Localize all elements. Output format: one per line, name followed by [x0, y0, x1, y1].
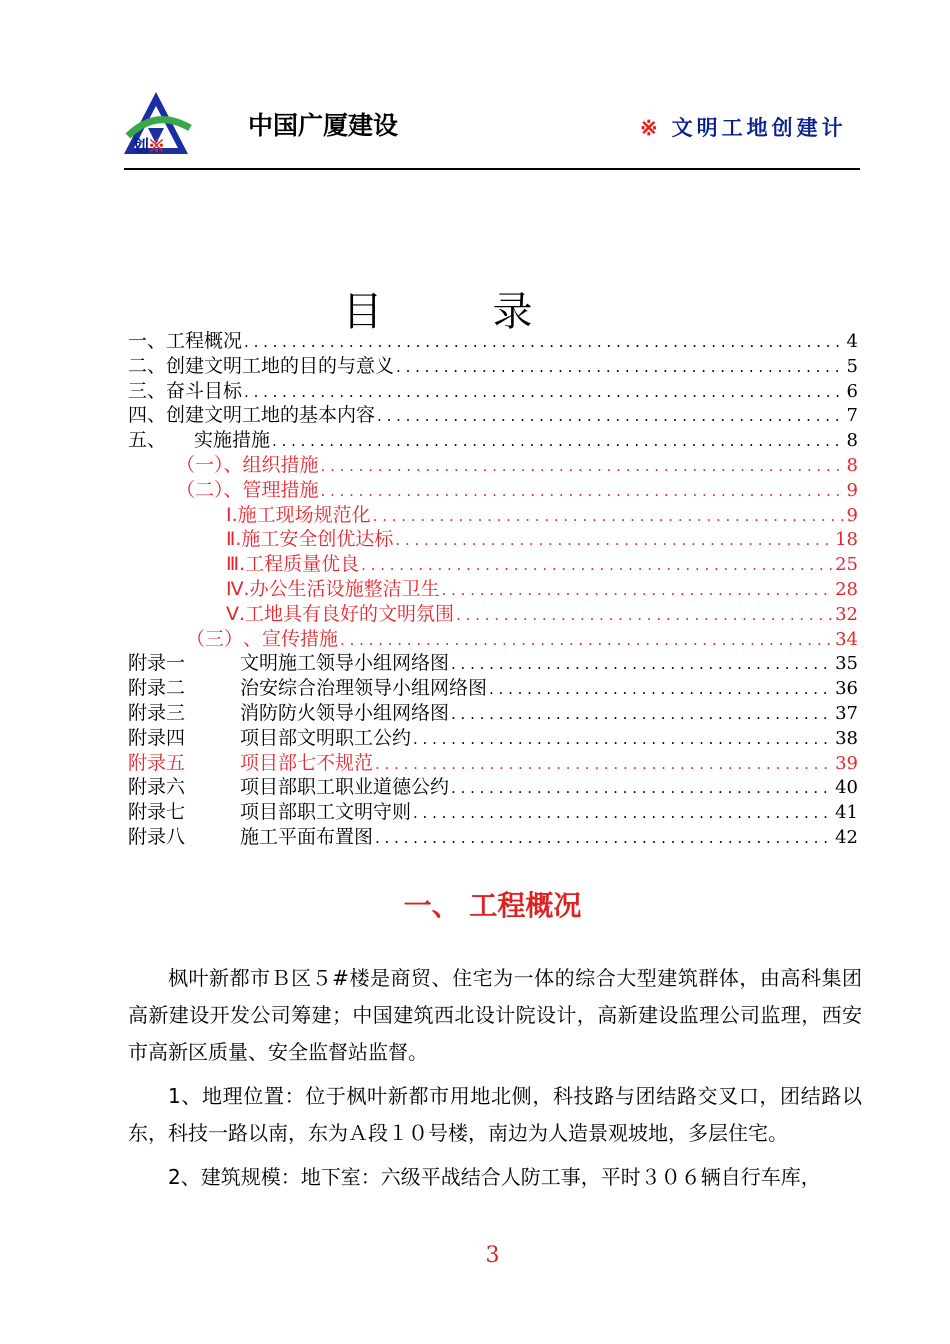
toc-entry-label: 工程质量优良 [245, 553, 360, 576]
toc-entry-label: 、宣传措施 [243, 627, 339, 650]
toc-entry-number: Ⅲ. [226, 553, 246, 576]
toc-entry-number: （二）、 [176, 478, 243, 501]
toc-entry-number: （一）、 [176, 453, 243, 476]
toc-entry-page: 25 [835, 554, 858, 576]
body-paragraph: 1、地理位置：位于枫叶新都市用地北侧，科技路与团结路交叉口，团结路以东，科技一路以南，东为Ａ段１０号楼，南边为人造景观坡地，多层住宅。 [128, 1084, 862, 1145]
toc-entry-label: 项目部职工职业道德公约 [240, 776, 450, 799]
toc-entry-number: 二、 [128, 354, 167, 377]
toc-leader [377, 407, 845, 425]
toc-entry-2[interactable] [128, 351, 858, 376]
toc-entry-5-1[interactable] [128, 450, 858, 475]
toc-entry-5-2-5[interactable] [128, 599, 858, 624]
toc-entry-label: 项目部职工文明守则 [240, 801, 412, 824]
toc-entry-label: 施工平面布置图 [240, 825, 374, 848]
toc-leader [413, 730, 833, 748]
toc-appendix-2[interactable] [128, 673, 858, 698]
toc-entry-page: 5 [846, 355, 858, 377]
page-number: 3 [485, 1243, 500, 1268]
toc-entry-5[interactable] [128, 425, 858, 450]
toc-entry-number: 一、 [128, 330, 167, 352]
toc-appendix-1[interactable] [128, 648, 858, 673]
header-divider [124, 168, 860, 170]
toc-appendix-8[interactable] [128, 822, 858, 847]
toc-entry-label: 治安综合治理领导小组网络图 [240, 677, 488, 700]
toc-leader [395, 531, 833, 549]
logo-caption-mark: ※ [148, 137, 164, 157]
toc-entry-number: 附录四 [128, 726, 186, 749]
toc-entry-page: 32 [835, 603, 858, 625]
toc-entry-page: 38 [835, 727, 858, 749]
toc-entry-number: 附录五 [128, 751, 186, 774]
toc-entry-label: 项目部文明职工公约 [240, 726, 412, 749]
toc-entry-5-2-3[interactable] [128, 549, 858, 574]
toc-entry-page: 40 [835, 777, 858, 799]
toc-leader [321, 482, 845, 500]
toc-entry-number: Ⅰ. [226, 503, 238, 526]
toc-entry-page: 8 [846, 430, 858, 452]
toc-entry-number: 附录三 [128, 701, 186, 724]
toc-entry-page: 41 [835, 802, 858, 824]
slogan-mark: ※ [640, 115, 662, 140]
toc-entry-5-2[interactable] [128, 475, 858, 500]
toc-entry-page: 6 [846, 380, 858, 402]
toc-entry-label: 消防防火领导小组网络图 [240, 701, 450, 724]
toc-leader [375, 829, 833, 847]
toc-leader [375, 755, 833, 773]
toc-entry-page: 42 [835, 826, 858, 848]
toc-leader [244, 333, 845, 351]
toc-entry-page: 35 [835, 653, 858, 675]
toc-leader [272, 432, 845, 450]
toc-appendix-7[interactable] [128, 797, 858, 822]
toc-entry-number: 附录八 [128, 825, 186, 848]
toc-entry-page: 7 [846, 405, 858, 427]
toc-entry-3[interactable] [128, 376, 858, 401]
toc-entry-label: 创建文明工地的目的与意义 [166, 354, 395, 377]
toc-entry-number: （三） [186, 627, 244, 650]
toc-entry-page: 18 [835, 529, 858, 551]
company-name: 中国广厦建设 [248, 111, 399, 140]
toc-entry-page: 39 [835, 752, 858, 774]
toc-leader [489, 680, 833, 698]
logo-caption-text: 划 [132, 137, 148, 157]
section-body [128, 960, 862, 1203]
toc-entry-page: 28 [835, 578, 858, 600]
toc-leader [442, 581, 834, 599]
toc-entry-page: 4 [846, 331, 858, 352]
toc-entry-label: 奋斗目标 [166, 379, 243, 402]
toc-title: 目录 [342, 289, 643, 335]
toc-entry-number: Ⅱ. [226, 528, 242, 551]
toc-entry-page: 36 [835, 678, 858, 700]
toc-entry-number: 四、 [128, 404, 167, 427]
toc-entry-label: 施工现场规范化 [237, 503, 371, 526]
toc-appendix-3[interactable] [128, 698, 858, 723]
toc-entry-label: 办公生活设施整洁卫生 [249, 577, 440, 600]
header-slogan [640, 112, 847, 142]
toc-entry-page: 9 [846, 504, 858, 526]
toc-entry-label: 组织措施 [242, 453, 319, 476]
toc-entry-label: 工地具有良好的文明氛围 [245, 602, 455, 625]
toc-leader [373, 507, 845, 525]
toc-entry-number: 附录六 [128, 776, 186, 799]
toc-entry-number: 附录七 [128, 801, 186, 824]
slogan-text: 文明工地创建计 [671, 115, 847, 140]
toc-entry-number: 附录一 [128, 652, 186, 675]
toc-entry-number: Ⅳ. [226, 577, 250, 600]
toc-entry-1[interactable] [128, 326, 858, 351]
toc-entry-number: 附录二 [128, 677, 186, 700]
toc-entry-5-2-4[interactable] [128, 574, 858, 599]
toc-appendix-4[interactable] [128, 723, 858, 748]
toc-appendix-6[interactable] [128, 772, 858, 797]
toc-leader [396, 358, 845, 376]
toc-entry-number: 三、 [128, 379, 167, 402]
toc-entry-label: 文明施工领导小组网络图 [240, 652, 450, 675]
toc-leader [340, 631, 833, 649]
toc-entry-label: 管理措施 [242, 478, 319, 501]
toc-entry-number: Ⅴ. [226, 602, 246, 625]
toc-leader [413, 804, 833, 822]
toc-leader [451, 705, 833, 723]
toc-leader [321, 457, 845, 475]
toc-entry-page: 37 [835, 702, 858, 724]
toc-entry-page: 8 [846, 454, 858, 476]
body-paragraph: 枫叶新都市Ｂ区５#楼是商贸、住宅为一体的综合大型建筑群体，由高科集团高新建设开发公司筹建；中国建筑西北设计院设计，高新建设监理公司监理，西安市高新区质量、安全监督站监督。 [128, 966, 862, 1064]
toc-leader [244, 383, 845, 401]
toc-leader [456, 606, 833, 624]
toc-entry-label: 创建文明工地的基本内容 [166, 404, 376, 427]
toc-entry-5-3[interactable] [128, 624, 858, 649]
toc-leader [451, 655, 833, 673]
table-of-contents [128, 326, 858, 847]
toc-appendix-5[interactable] [128, 748, 858, 773]
logo-caption [132, 132, 164, 157]
toc-entry-label: 项目部七不规范 [240, 751, 374, 774]
toc-entry-5-2-2[interactable] [128, 524, 858, 549]
section-heading: 一、 工程概况 [403, 889, 582, 922]
toc-entry-page: 9 [846, 479, 858, 501]
toc-leader [451, 779, 833, 797]
body-paragraph: 2、建筑规模：地下室：六级平战结合人防工事，平时３０６辆自行车库， [168, 1165, 821, 1189]
toc-entry-label: 工程概况 [166, 330, 243, 352]
toc-entry-label: 实施措施 [194, 429, 271, 452]
toc-entry-label: 施工安全创优达标 [241, 528, 394, 551]
toc-leader [361, 556, 833, 574]
toc-entry-5-2-1[interactable] [128, 500, 858, 525]
toc-entry-page: 34 [835, 628, 858, 650]
toc-entry-4[interactable] [128, 400, 858, 425]
toc-entry-number: 五、 [128, 429, 167, 452]
